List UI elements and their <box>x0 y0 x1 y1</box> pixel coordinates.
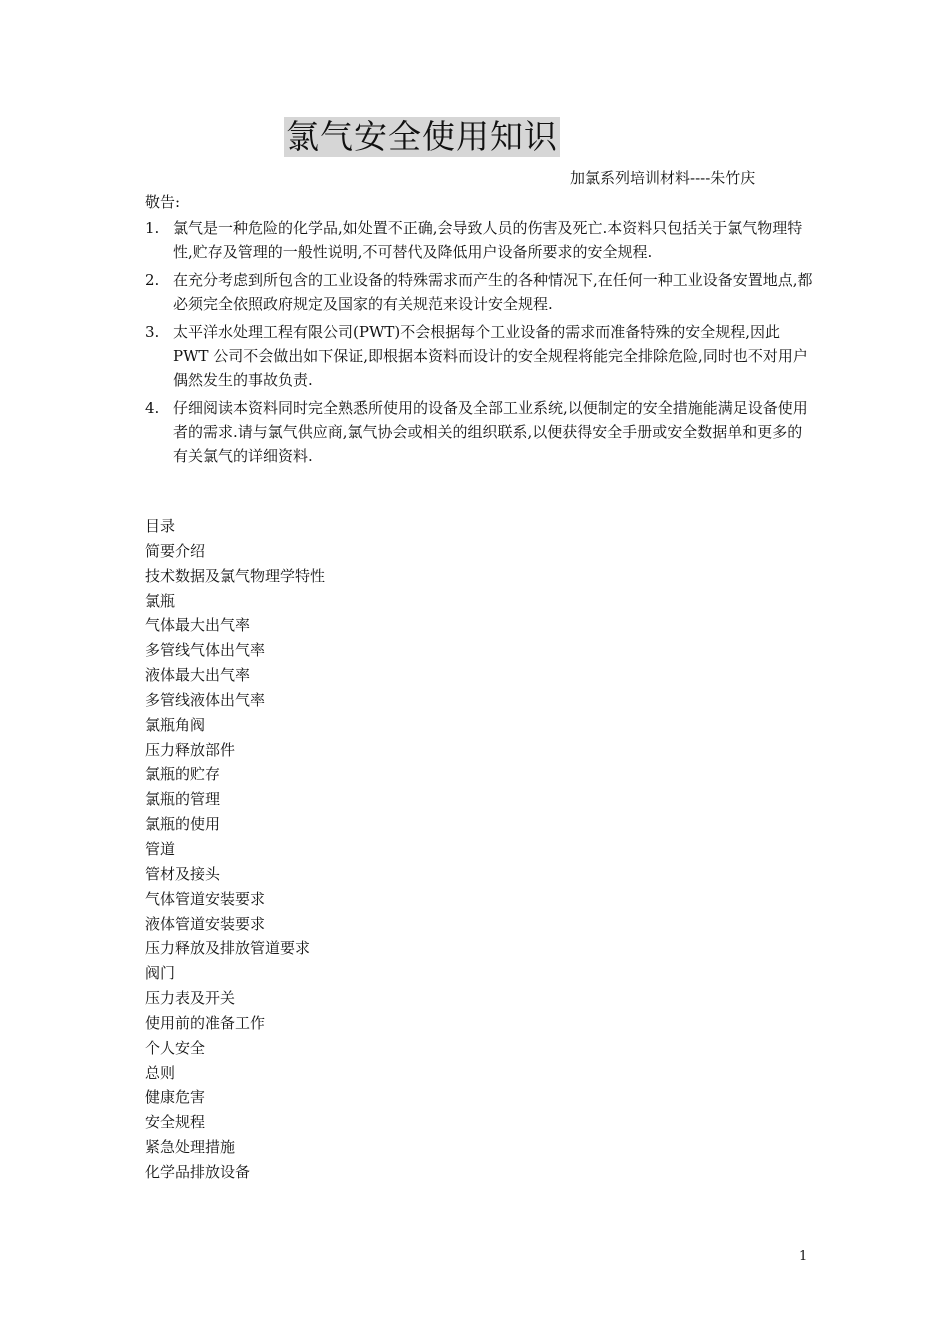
notice-item <box>145 320 815 392</box>
toc-item: 压力表及开关 <box>145 989 236 1008</box>
notice-heading: 敬告: <box>145 193 181 211</box>
subtitle-author: 加氯系列培训材料----朱竹庆 <box>570 169 756 187</box>
toc-item: 紧急处理措施 <box>145 1138 236 1157</box>
toc-item: 多管线气体出气率 <box>145 641 266 660</box>
notice-text: 在充分考虑到所包含的工业设备的特殊需求而产生的各种情况下,在任何一种工业设备安置地点,都必须完全依照政府规定及国家的有关规范来设计安全规程. <box>173 271 813 313</box>
toc-item: 气体管道安装要求 <box>145 889 266 908</box>
notice-text: 氯气是一种危险的化学品,如处置不正确,会导致人员的伤害及死亡.本资料只包括关于氯气物理特性,贮存及管理的一般性说明,不可替代及降低用户设备所要求的安全规程. <box>173 219 803 261</box>
table-of-contents <box>145 514 325 1185</box>
toc-item: 使用前的准备工作 <box>145 1013 266 1032</box>
page-number: 1 <box>799 1249 808 1264</box>
toc-item: 简要介绍 <box>145 541 206 560</box>
notice-number: 1. <box>145 219 160 237</box>
toc-heading: 目录 <box>145 517 176 535</box>
toc-item: 个人安全 <box>145 1038 206 1057</box>
toc-item: 压力释放及排放管道要求 <box>145 939 311 958</box>
toc-item: 氯瓶的贮存 <box>145 765 221 784</box>
toc-item: 气体最大出气率 <box>145 616 251 635</box>
toc-item: 液体管道安装要求 <box>145 914 266 933</box>
toc-item: 阀门 <box>145 964 176 983</box>
toc-item: 健康危害 <box>145 1088 206 1107</box>
toc-item: 总则 <box>145 1063 176 1082</box>
toc-item: 多管线液体出气率 <box>145 690 266 709</box>
notice-item <box>145 216 815 264</box>
toc-item: 液体最大出气率 <box>145 666 251 685</box>
toc-item: 管材及接头 <box>145 864 221 883</box>
notice-text: 仔细阅读本资料同时完全熟悉所使用的设备及全部工业系统,以便制定的安全措施能满足设备使用者的需求.请与氯气供应商,氯气协会或相关的组织联系,以便获得安全手册或安全数据单和更多的有关氯气的详细资料. <box>173 399 808 465</box>
notice-item <box>145 396 815 468</box>
toc-item: 化学品排放设备 <box>145 1162 251 1181</box>
notice-item <box>145 268 815 316</box>
toc-item: 氯瓶的管理 <box>145 790 221 809</box>
page-title: 氯气安全使用知识 <box>286 117 558 156</box>
toc-item: 氯瓶角阀 <box>145 715 206 734</box>
toc-item: 安全规程 <box>145 1113 206 1132</box>
notice-number: 4. <box>145 399 160 417</box>
toc-item: 氯瓶的使用 <box>145 815 221 834</box>
toc-item: 压力释放部件 <box>145 740 236 759</box>
notice-number: 2. <box>145 271 160 289</box>
notice-text: 太平洋水处理工程有限公司(PWT)不会根据每个工业设备的需求而准备特殊的安全规程,因此 PWT 公司不会做出如下保证,即根据本资料而设计的安全规程将能完全排除危险,同时也不对用户偶然发生的事故负责. <box>173 323 808 389</box>
toc-item: 氯瓶 <box>145 591 176 610</box>
toc-item: 管道 <box>145 839 176 858</box>
toc-item: 技术数据及氯气物理学特性 <box>145 566 326 585</box>
notice-number: 3. <box>145 323 160 341</box>
notice-list <box>145 216 815 472</box>
